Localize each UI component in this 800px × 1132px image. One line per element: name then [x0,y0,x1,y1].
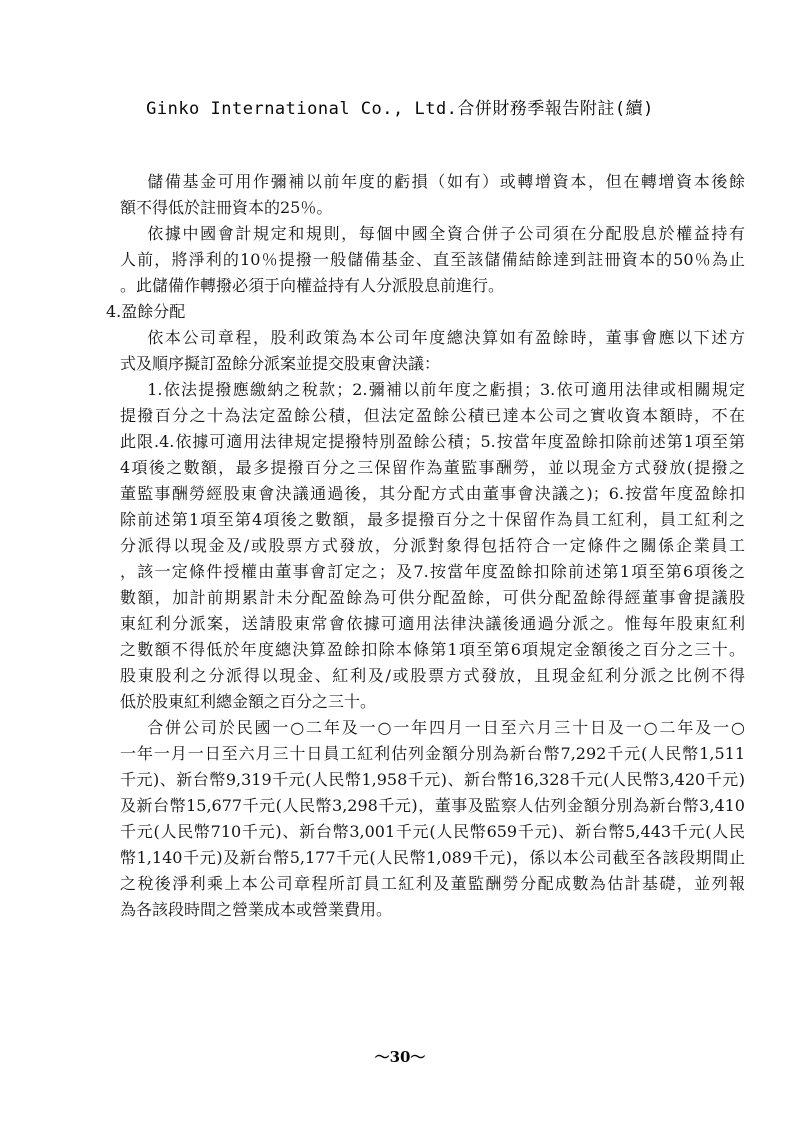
text-line: 一年一月一日至六月三十日員工紅利估列金額分別為新台幣7,292千元(人民幣1,511 [120,744,745,763]
text-line: 4.盈餘分配 [106,302,186,321]
document-body [106,169,745,923]
text-line: 之數額不得低於年度總決算盈餘扣除本條第1項至第6項規定金額後之百分之三十。 [120,640,745,659]
text-line: 此限.4.依據可適用法律規定提撥特別盈餘公積；5.按當年度盈餘扣除前述第1項至第 [120,432,745,451]
paragraph [120,377,745,715]
text-line: 額不得低於註冊資本的25％。 [120,198,333,217]
text-line: 依據中國會計規定和規則，每個中國全資合併子公司須在分配股息於權益持有 [147,224,745,243]
paragraph [120,221,745,299]
text-line: 分派得以現金及/或股票方式發放，分派對象得包括符合一定條件之關係企業員工 [120,536,745,555]
text-line: 人前，將淨利的10％提撥一般儲備基金、直至該儲備結餘達到註冊資本的50％為止 [120,250,745,269]
text-line: 4項後之數額，最多提撥百分之三保留作為董監事酬勞，並以現金方式發放(提撥之 [120,458,745,477]
text-line: 依本公司章程，股利政策為本公司年度總決算如有盈餘時，董事會應以下述方 [147,328,745,347]
text-line: 提撥百分之十為法定盈餘公積，但法定盈餘公積已達本公司之實收資本額時，不在 [120,406,745,425]
text-line: 式及順序擬訂盈餘分派案並提交股東會決議： [120,354,441,373]
paragraph [120,169,745,221]
text-line: 合併公司於民國一○二年及一○一年四月一日至六月三十日及一○二年及一○ [147,718,745,737]
text-line: 千元)、新台幣9,319千元(人民幣1,958千元)、新台幣16,328千元(人民幣3,420千元) [120,770,745,789]
paragraph [120,325,745,377]
text-line: 幣1,140千元)及新台幣5,177千元(人民幣1,089千元)，係以本公司截至各該段期間止 [120,848,745,867]
text-line: ，該一定條件授權由董事會訂定之；及7.按當年度盈餘扣除前述第1項至第6項後之 [120,562,745,581]
text-line: 數額，加計前期累計未分配盈餘為可供分配盈餘，可供分配盈餘得經董事會提議股 [120,588,745,607]
text-line: 1.依法提撥應繳納之稅款；2.彌補以前年度之虧損；3.依可適用法律或相關規定 [147,380,745,399]
page-number: ～30～ [374,1048,426,1066]
section-heading [106,299,745,325]
text-line: 。此儲備作轉撥必須于向權益持有人分派股息前進行。 [120,276,505,295]
text-line: 千元(人民幣710千元)、新台幣3,001千元(人民幣659千元)、新台幣5,443千元(人民 [120,822,745,841]
text-line: 股東股利之分派得以現金、紅利及/或股票方式發放，且現金紅利分派之比例不得 [120,666,745,685]
paragraph [120,715,745,923]
text-line: 儲備基金可用作彌補以前年度的虧損（如有）或轉增資本，但在轉增資本後餘 [147,172,745,191]
text-line: 東紅利分派案，送請股東常會依據可適用法律決議後通過分派之。惟每年股東紅利 [120,614,745,633]
text-line: 董監事酬勞經股東會決議通過後，其分配方式由董事會決議之)；6.按當年度盈餘扣 [120,484,745,503]
document-title: Ginko International Co., Ltd.合併財務季報告附註(續) [146,99,654,119]
text-line: 除前述第1項至第4項後之數額，最多提撥百分之十保留作為員工紅利，員工紅利之 [120,510,745,529]
text-line: 之稅後淨利乘上本公司章程所訂員工紅利及董監酬勞分配成數為估計基礎，並列報 [120,874,745,893]
text-line: 及新台幣15,677千元(人民幣3,298千元)，董事及監察人估列金額分別為新台幣3,410 [120,796,745,815]
text-line: 低於股東紅利總金額之百分之三十。 [120,692,377,711]
text-line: 為各該段時間之營業成本或營業費用。 [120,900,393,919]
